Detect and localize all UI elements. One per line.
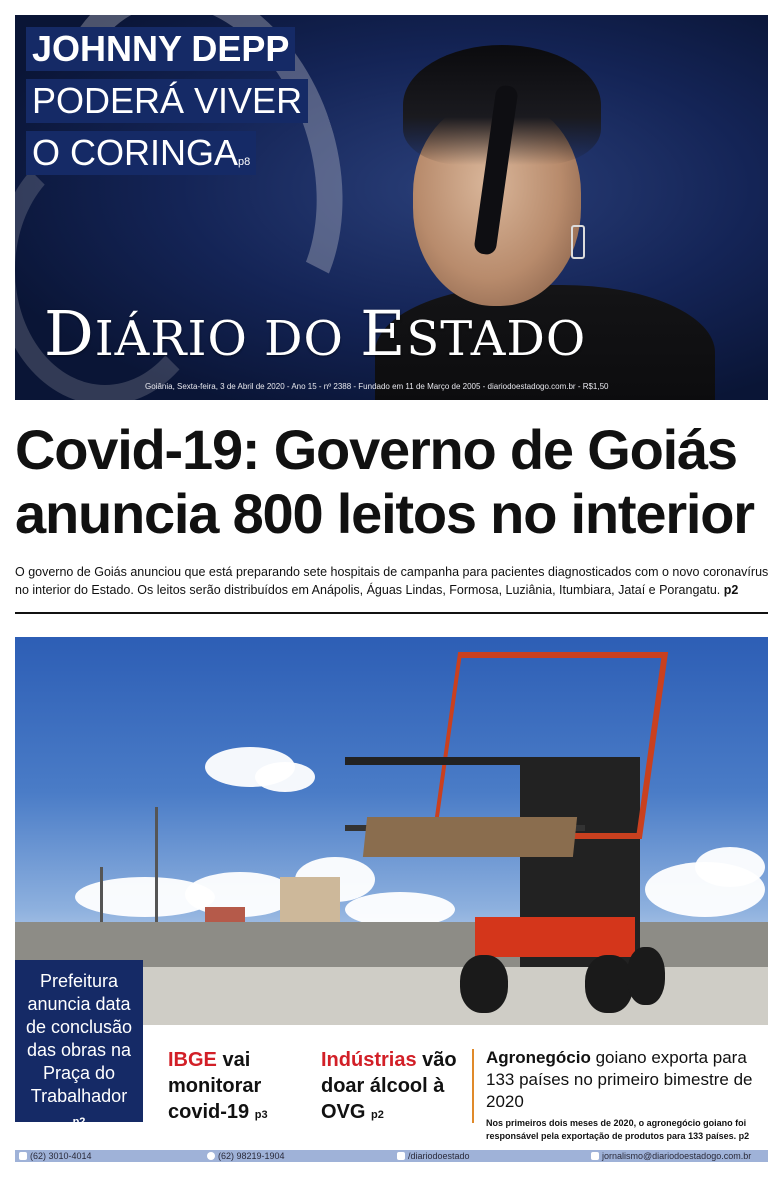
story-accent-bar — [472, 1049, 474, 1123]
story-industrias[interactable] — [321, 1047, 461, 1128]
footer-email[interactable] — [591, 1150, 751, 1162]
story-ibge[interactable] — [168, 1047, 308, 1128]
page-ref: p2 — [738, 1131, 750, 1141]
contact-footer — [15, 1150, 768, 1162]
masthead-text: IÁRIO DO — [94, 311, 361, 367]
lamp-post — [155, 807, 158, 927]
lede-text: O governo de Goiás anunciou que está preparando sete hospitais de campanha para pacientes diagnosticados com o novo coronavírus no interior do Estado. Os leitos serão distribuídos em Anápolis, Águas Lindas, Formosa, Luziânia, Itumbiara, Jataí e Porangatu. — [15, 565, 769, 597]
whatsapp-icon — [207, 1152, 215, 1160]
page-ref: p8 — [238, 156, 251, 168]
story-agronegocio[interactable] — [486, 1047, 771, 1143]
page-ref: p2 — [371, 1109, 384, 1121]
mail-icon — [591, 1152, 599, 1160]
footer-facebook[interactable] — [397, 1150, 470, 1162]
story-summary — [486, 1117, 771, 1143]
story-keyword: IBGE — [168, 1049, 217, 1071]
phone-number: (62) 3010-4014 — [30, 1151, 92, 1161]
story-keyword: Agronegócio — [486, 1048, 591, 1067]
newspaper-masthead — [44, 297, 744, 370]
masthead-letter: E — [360, 297, 407, 370]
cover-headline-line2[interactable]: PODERÁ VIVER — [26, 79, 308, 123]
main-headline[interactable]: Covid-19: Governo de Goiás anuncia 800 leitos no interior — [15, 418, 754, 545]
page-ref: p3 — [254, 1109, 268, 1121]
story-headline — [486, 1047, 771, 1113]
photo-caption-box[interactable] — [15, 960, 143, 1128]
page-ref: p2 — [723, 583, 739, 597]
lamp-post — [100, 867, 103, 927]
story-title: vai monitorar covid-19 — [168, 1049, 262, 1123]
main-lede — [15, 563, 770, 599]
forklift-wheel — [460, 955, 508, 1013]
story-title: vão doar álcool à OVG — [321, 1049, 457, 1123]
footer-phone[interactable] — [19, 1150, 92, 1162]
cover-headline-line3-text: O CORINGA — [32, 132, 239, 173]
footer-whatsapp[interactable] — [207, 1150, 285, 1162]
caption-text: Prefeitura anuncia data de conclusão das obras na Praça do Trabalhador — [25, 971, 133, 1106]
facebook-icon — [397, 1152, 405, 1160]
story-title: goiano exporta para 133 países no primeiro bimestre de 2020 — [486, 1048, 753, 1111]
dateline: Goiânia, Sexta-feira, 3 de Abril de 2020 - Ano 15 - nº 2388 - Fundado em 11 de Março de 2005 - diariodoestadogo.com.br - R$1,50 — [145, 382, 609, 391]
forklift-wheel — [585, 955, 633, 1013]
cloud — [255, 762, 315, 792]
cover-headline-line1[interactable]: JOHNNY DEPP — [26, 27, 295, 71]
divider — [15, 612, 768, 614]
cover-headline-line3[interactable] — [26, 131, 256, 175]
story-summary-text: Nos primeiros dois meses de 2020, o agronegócio goiano foi responsável pela exportação de produtos para 133 países. — [486, 1118, 747, 1141]
phone-icon — [19, 1152, 27, 1160]
forklift-pallet — [363, 817, 577, 857]
email-address: jornalismo@diariodoestadogo.com.br — [602, 1151, 752, 1161]
masthead-letter: D — [44, 297, 95, 370]
portrait-earring — [571, 225, 585, 259]
forklift-wheel — [627, 947, 665, 1005]
page-ref: p2 — [72, 1116, 86, 1128]
whatsapp-number: (62) 98219-1904 — [218, 1151, 285, 1161]
facebook-handle: /diariodoestado — [408, 1151, 470, 1161]
masthead-text: STADO — [406, 311, 587, 367]
cloud — [695, 847, 765, 887]
story-keyword: Indústrias — [321, 1049, 417, 1071]
forklift-body — [475, 917, 635, 957]
